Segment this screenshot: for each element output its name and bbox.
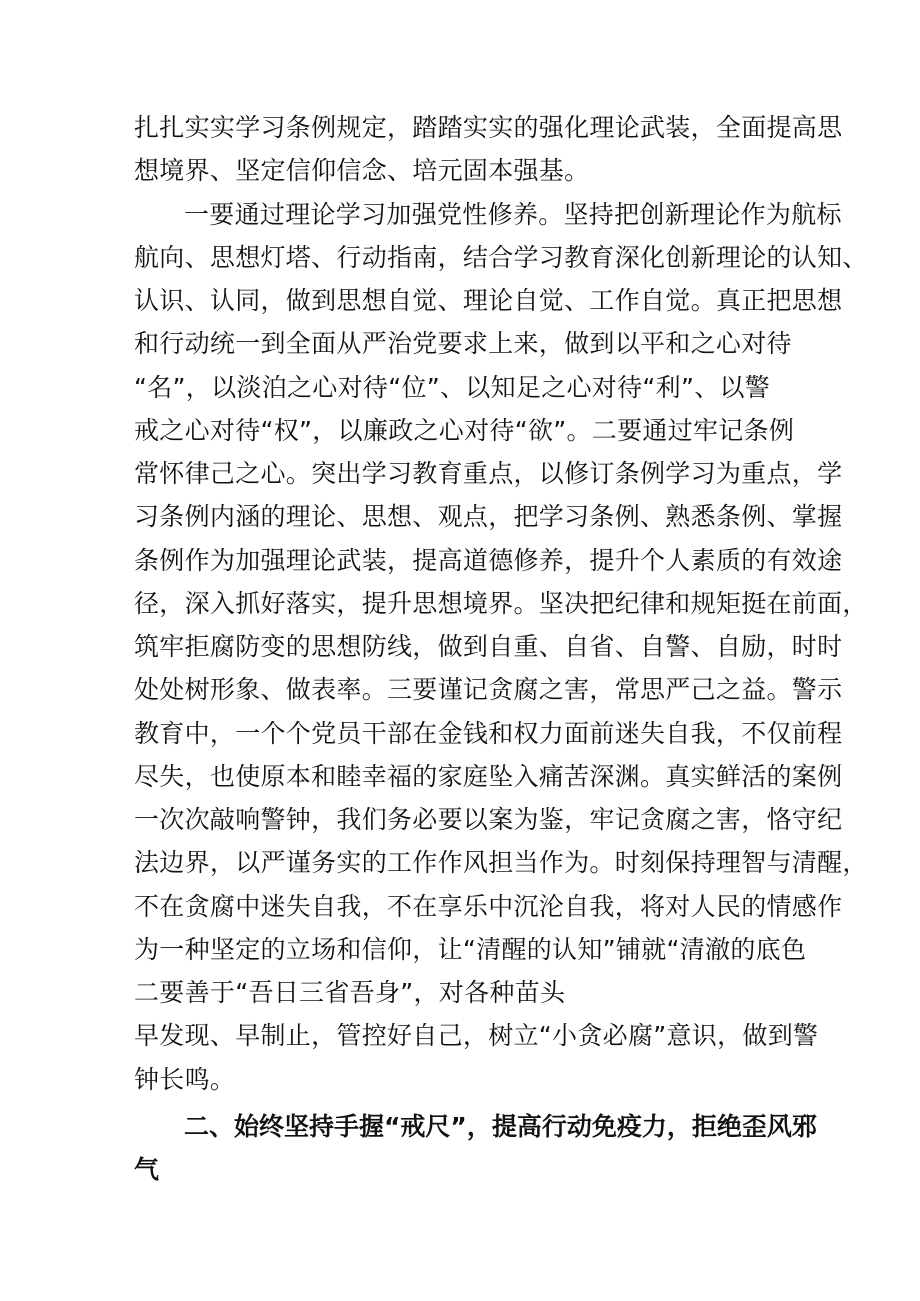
main-line-4: 和行动统一到全面从严治党要求上来，做到以平和之心对待 [134,329,792,358]
main-line-18: 为一种坚定的立场和信仰，让“清醒的认知”铺就“清澈的底色 [134,935,807,964]
main-line-14: 尽失，也使原本和睦幸福的家庭坠入痛苦深渊。真实鲜活的案例 [134,762,843,791]
main-line-8: 习条例内涵的理论、思想、观点，把学习条例、熟悉条例、掌握 [134,502,843,531]
main-line-2: 航向、思想灯塔、行动指南，结合学习教育深化创新理论的认知、 [134,243,868,272]
section-heading-line-1: 二、始终坚持手握“戒尺”，提高行动免疫力，拒绝歪风邪 [184,1112,817,1141]
main-line-3: 认识、认同，做到思想自觉、理论自觉、工作自觉。真正把思想 [134,286,843,315]
main-line-21: 钟长鸣。 [134,1065,236,1094]
main-line-16: 法边界，以严谨务实的工作作风担当作为。时刻保持理智与清醒， [134,848,868,877]
main-line-1: 一要通过理论学习加强党性修养。坚持把创新理论作为航标 [184,200,842,229]
main-line-17: 不在贪腐中迷失自我，不在享乐中沉沦自我，将对人民的情感作 [134,892,843,921]
main-line-12: 处处树形象、做表率。三要谨记贪腐之害，常思严己之益。警示 [134,675,843,704]
main-line-19: 二要善于“吾日三省吾身”，对各种苗头 [134,978,566,1007]
main-line-6: 戒之心对待“权”，以廉政之心对待“欲”。二要通过牢记条例 [134,416,795,445]
main-line-10: 径，深入抓好落实，提升思想境界。坚决把纪律和规矩挺在前面， [134,589,868,618]
main-line-11: 筑牢拒腐防变的思想防线，做到自重、自省、自警、自励，时时 [134,632,843,661]
main-line-13: 教育中，一个个党员干部在金钱和权力面前迷失自我，不仅前程 [134,719,843,748]
intro-line-1: 扎扎实实学习条例规定，踏踏实实的强化理论武装，全面提高思 [134,113,843,142]
main-line-5: “名”，以淡泊之心对待“位”、以知足之心对待“利”、以警 [134,373,771,402]
main-line-15: 一次次敲响警钟，我们务必要以案为鉴，牢记贪腐之害，恪守纪 [134,805,843,834]
section-heading-line-2: 气 [134,1155,160,1184]
intro-line-2: 想境界、坚定信仰信念、培元固本强基。 [134,156,590,185]
main-line-9: 条例作为加强理论武装，提高道德修养，提升个人素质的有效途 [134,546,843,575]
main-line-7: 常怀律己之心。突出学习教育重点，以修订条例学习为重点，学 [134,459,843,488]
main-line-20: 早发现、早制止，管控好自己，树立“小贪必腐”意识，做到警 [134,1021,819,1050]
